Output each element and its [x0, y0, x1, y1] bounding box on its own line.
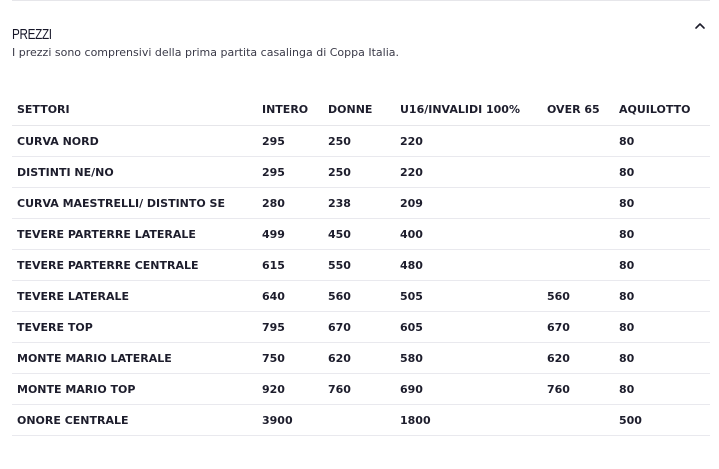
- cell-aquilotto: 80: [614, 281, 710, 312]
- cell-over65: [542, 405, 614, 436]
- chevron-up-icon[interactable]: [694, 16, 706, 26]
- cell-aquilotto: 80: [614, 126, 710, 157]
- cell-donne: 450: [323, 219, 395, 250]
- cell-u16: 505: [395, 281, 542, 312]
- cell-u16: 690: [395, 374, 542, 405]
- header-u16-invalidi: U16/INVALIDI 100%: [395, 94, 542, 126]
- cell-u16: 605: [395, 312, 542, 343]
- cell-intero: 750: [257, 343, 323, 374]
- cell-donne: 250: [323, 126, 395, 157]
- cell-aquilotto: 500: [614, 405, 710, 436]
- cell-u16: 209: [395, 188, 542, 219]
- table-row: [12, 157, 710, 188]
- cell-u16: 220: [395, 126, 542, 157]
- cell-donne: 670: [323, 312, 395, 343]
- cell-donne: 550: [323, 250, 395, 281]
- cell-donne: [323, 405, 395, 436]
- cell-donne: 760: [323, 374, 395, 405]
- cell-settore: CURVA NORD: [12, 126, 257, 157]
- cell-aquilotto: 80: [614, 188, 710, 219]
- table-row: [12, 343, 710, 374]
- cell-intero: 295: [257, 157, 323, 188]
- cell-settore: MONTE MARIO TOP: [12, 374, 257, 405]
- cell-over65: [542, 250, 614, 281]
- cell-intero: 3900: [257, 405, 323, 436]
- cell-settore: TEVERE TOP: [12, 312, 257, 343]
- cell-settore: DISTINTI NE/NO: [12, 157, 257, 188]
- cell-donne: 620: [323, 343, 395, 374]
- header-settori: SETTORI: [12, 94, 257, 126]
- cell-intero: 295: [257, 126, 323, 157]
- cell-intero: 499: [257, 219, 323, 250]
- cell-u16: 480: [395, 250, 542, 281]
- cell-aquilotto: 80: [614, 374, 710, 405]
- table-row: [12, 312, 710, 343]
- cell-aquilotto: 80: [614, 250, 710, 281]
- cell-over65: [542, 219, 614, 250]
- cell-intero: 280: [257, 188, 323, 219]
- table-row: [12, 188, 710, 219]
- cell-u16: 400: [395, 219, 542, 250]
- cell-settore: CURVA MAESTRELLI/ DISTINTO SE: [12, 188, 257, 219]
- table-row: [12, 250, 710, 281]
- cell-intero: 920: [257, 374, 323, 405]
- cell-over65: [542, 188, 614, 219]
- price-table: [12, 94, 710, 436]
- cell-u16: 580: [395, 343, 542, 374]
- cell-settore: TEVERE LATERALE: [12, 281, 257, 312]
- cell-aquilotto: 80: [614, 343, 710, 374]
- header-donne: DONNE: [323, 94, 395, 126]
- cell-aquilotto: 80: [614, 312, 710, 343]
- cell-over65: 670: [542, 312, 614, 343]
- cell-settore: TEVERE PARTERRE LATERALE: [12, 219, 257, 250]
- header-intero: INTERO: [257, 94, 323, 126]
- table-row: [12, 405, 710, 436]
- cell-over65: 760: [542, 374, 614, 405]
- header-aquilotto: AQUILOTTO: [614, 94, 710, 126]
- cell-over65: 620: [542, 343, 614, 374]
- table-row: [12, 281, 710, 312]
- cell-over65: 560: [542, 281, 614, 312]
- cell-settore: ONORE CENTRALE: [12, 405, 257, 436]
- table-row: [12, 374, 710, 405]
- section-title: PREZZI: [12, 26, 52, 44]
- table-row: [12, 219, 710, 250]
- cell-settore: TEVERE PARTERRE CENTRALE: [12, 250, 257, 281]
- intro-text: I prezzi sono comprensivi della prima partita casalinga di Coppa Italia.: [12, 46, 400, 59]
- cell-u16: 220: [395, 157, 542, 188]
- cell-settore: MONTE MARIO LATERALE: [12, 343, 257, 374]
- cell-over65: [542, 126, 614, 157]
- cell-aquilotto: 80: [614, 219, 710, 250]
- cell-intero: 615: [257, 250, 323, 281]
- cell-donne: 560: [323, 281, 395, 312]
- cell-aquilotto: 80: [614, 157, 710, 188]
- prezzi-accordion-header[interactable]: [12, 0, 710, 44]
- cell-donne: 238: [323, 188, 395, 219]
- table-row: [12, 126, 710, 157]
- cell-u16: 1800: [395, 405, 542, 436]
- table-header-row: [12, 94, 710, 126]
- cell-over65: [542, 157, 614, 188]
- header-over-65: OVER 65: [542, 94, 614, 126]
- cell-intero: 640: [257, 281, 323, 312]
- cell-donne: 250: [323, 157, 395, 188]
- cell-intero: 795: [257, 312, 323, 343]
